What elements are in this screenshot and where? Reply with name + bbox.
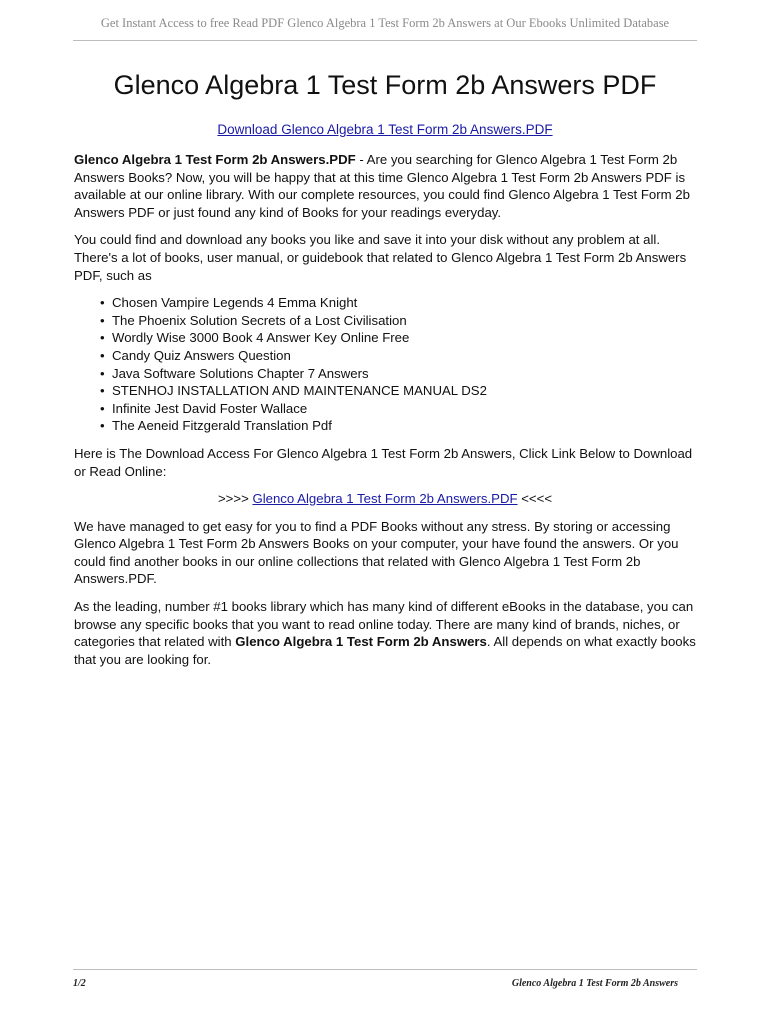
center-link-suffix: <<<< — [517, 491, 553, 507]
storage-paragraph: We have managed to get easy for you to find a PDF Books without any stress. By storing or accessing Glenco Algebra 1 Test Form 2b Answers Books on your computer, your have found the answers. Or you could find another books in our online collections that related with Glenco Algebra 1 Test Form 2b Answers.PDF. — [74, 518, 679, 587]
list-item — [100, 329, 696, 347]
list-item — [100, 400, 696, 418]
library-bold-title: Glenco Algebra 1 Test Form 2b Answers — [235, 634, 487, 650]
bullet-icon: • — [100, 365, 105, 381]
footer-page-number: 1/2 — [73, 978, 86, 989]
list-item-label: Wordly Wise 3000 Book 4 Answer Key Online Free — [112, 330, 410, 346]
header-note: Get Instant Access to free Read PDF Glenco Algebra 1 Test Form 2b Answers at Our Ebooks Unlimited Database — [100, 16, 670, 30]
list-item — [100, 417, 696, 435]
download-access-paragraph: Here is The Download Access For Glenco Algebra 1 Test Form 2b Answers, Click Link Below to Download or Read Online: — [74, 445, 693, 479]
list-item-label: Chosen Vampire Legends 4 Emma Knight — [112, 295, 358, 311]
list-item — [100, 347, 696, 365]
center-link-line — [74, 490, 696, 508]
list-item-label: The Phoenix Solution Secrets of a Lost Civilisation — [112, 312, 407, 328]
center-download-link[interactable]: Glenco Algebra 1 Test Form 2b Answers.PDF — [252, 491, 518, 507]
bullet-icon: • — [100, 347, 105, 363]
footer-title: Glenco Algebra 1 Test Form 2b Answers — [511, 978, 678, 989]
top-download-link-container — [73, 122, 697, 137]
footer-divider — [73, 969, 697, 970]
intro-text: - Are you searching for Glenco Algebra 1 Test Form 2b Answers Books? Now, you will be happy that at this time Glenco Algebra 1 Test Form 2b Answers PDF is available at our online library. With our complete resources, you could find Glenco Algebra 1 Test Form 2b Answers PDF or just found any kind of Books for your readings everyday. — [74, 152, 690, 220]
list-item — [100, 365, 696, 383]
list-item — [100, 312, 696, 330]
list-item-label: Infinite Jest David Foster Wallace — [112, 400, 308, 416]
list-item-label: The Aeneid Fitzgerald Translation Pdf — [112, 418, 332, 434]
top-download-link[interactable]: Download Glenco Algebra 1 Test Form 2b Answers.PDF — [217, 122, 553, 137]
list-item-label: Java Software Solutions Chapter 7 Answers — [112, 365, 369, 381]
library-text-after: . All depends on what exactly books that you are looking for. — [74, 634, 696, 667]
header-divider — [73, 40, 697, 41]
list-item-label: STENHOJ INSTALLATION AND MAINTENANCE MANUAL DS2 — [112, 383, 487, 399]
intro-paragraph — [74, 151, 696, 221]
bullet-icon: • — [100, 330, 105, 346]
list-item-label: Candy Quiz Answers Question — [112, 347, 291, 363]
bullet-icon: • — [100, 400, 105, 416]
bullet-icon: • — [100, 418, 105, 434]
library-paragraph — [74, 598, 696, 668]
list-item — [100, 382, 696, 400]
page-title: Glenco Algebra 1 Test Form 2b Answers PDF — [113, 70, 657, 100]
bullet-icon: • — [100, 295, 105, 311]
document-body — [74, 151, 696, 678]
intro-bold-lead: Glenco Algebra 1 Test Form 2b Answers.PDF — [74, 152, 356, 167]
related-books-list — [74, 294, 696, 435]
bullet-icon: • — [100, 383, 105, 399]
center-link-prefix: >>>> — [217, 491, 253, 507]
related-books-paragraph: You could find and download any books you like and save it into your disk without any problem at all. There's a lot of books, user manual, or guidebook that related to Glenco Algebra 1 Test Form 2b Answers PDF, such as — [74, 232, 687, 283]
bullet-icon: • — [100, 312, 105, 328]
list-item — [100, 294, 696, 312]
library-text-before: As the leading, number #1 books library which has many kind of different eBooks in the database, you can browse any specific books that you want to read online today. There are many kind of brands, niches, or categories that related with — [74, 599, 694, 650]
